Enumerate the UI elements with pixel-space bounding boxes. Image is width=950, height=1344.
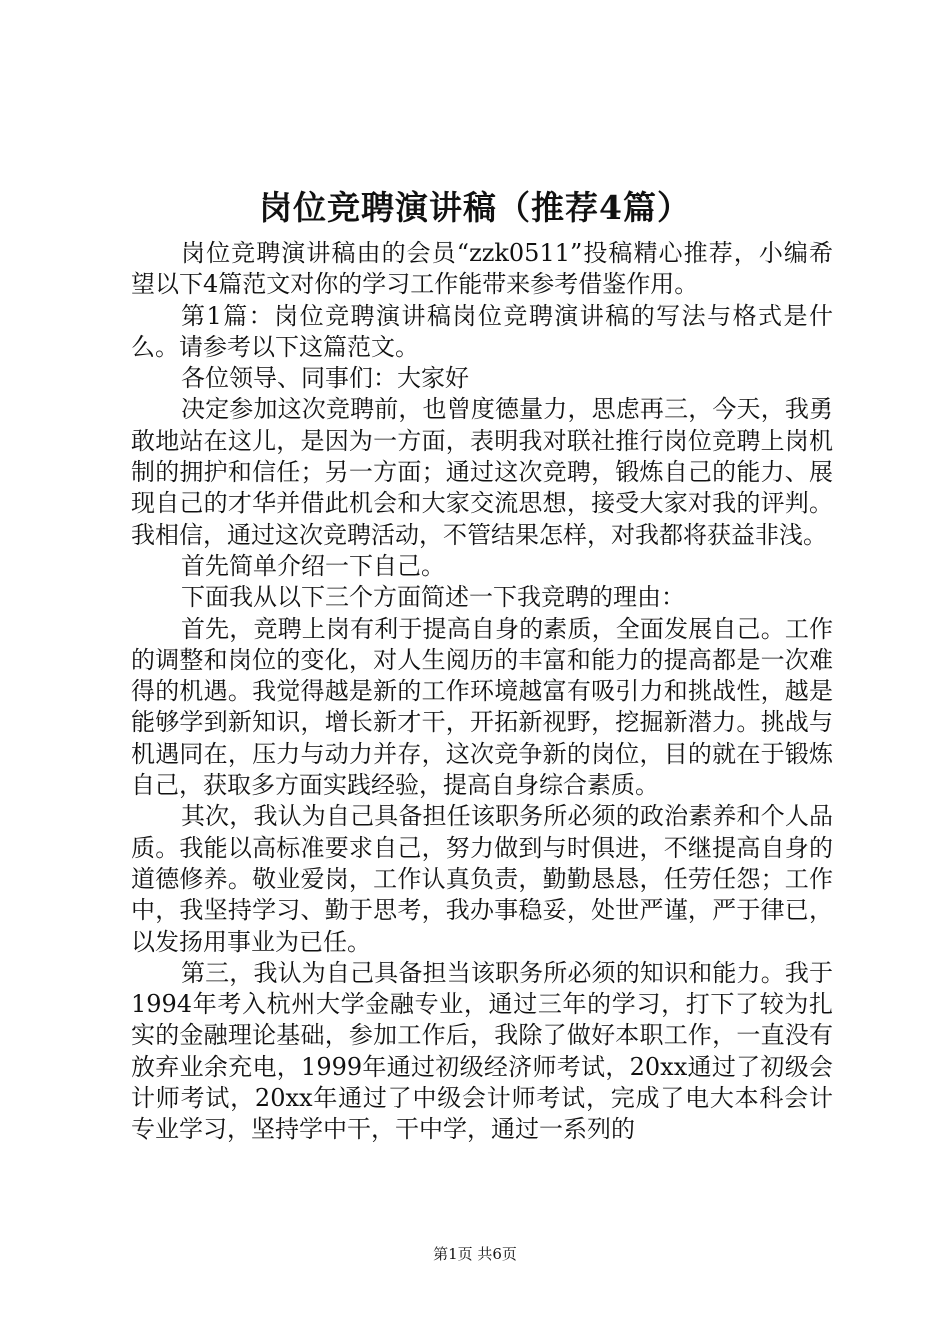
article-heading-paragraph: 第1篇：岗位竞聘演讲稿岗位竞聘演讲稿的写法与格式是什么。请参考以下这篇范文。 [131,301,833,361]
decision-paragraph: 决定参加这次竞聘前，也曾度德量力，思虑再三，今天，我勇敢地站在这儿，是因为一方面，表明我对联社推行岗位竞聘上岗机制的拥护和信任；另一方面；通过这次竞聘，锻炼自己的能力、展现自己的才华并借此机会和大家交流思想，接受大家对我的评判。我相信，通过这次竞聘活动，不管结果怎样，对我都将获益非浅。 [131,395,833,549]
self-intro-paragraph: 首先简单介绍一下自己。 [181,551,445,580]
document-title: 岗位竞聘演讲稿（推荐4篇） [259,188,691,227]
greeting-paragraph: 各位领导、同事们：大家好 [181,364,469,393]
reasons-intro-paragraph: 下面我从以下三个方面简述一下我竞聘的理由： [181,583,685,612]
intro-paragraph: 岗位竞聘演讲稿由的会员“zzk0511”投稿精心推荐，小编希望以下4篇范文对你的学习工作能带来参考借鉴作用。 [131,239,833,299]
page-number-footer: 第1页 共6页 [433,1245,517,1263]
second-reason-paragraph: 其次，我认为自己具备担任该职务所必须的政治素养和个人品质。我能以高标准要求自己，努力做到与时俱进，不继提高自身的道德修养。敬业爱岗，工作认真负责，勤勤恳恳，任劳任怨；工作中，我坚持学习、勤于思考，我办事稳妥，处世严谨，严于律已，以发扬用事业为已任。 [131,802,833,956]
first-reason-paragraph: 首先，竞聘上岗有利于提高自身的素质，全面发展自己。工作的调整和岗位的变化，对人生阅历的丰富和能力的提高都是一次难得的机遇。我觉得越是新的工作环境越富有吸引力和挑战性，越是能够学到新知识，增长新才干，开拓新视野，挖掘新潜力。挑战与机遇同在，压力与动力并存，这次竞争新的岗位，目的就在于锻炼自己，获取多方面实践经验，提高自身综合素质。 [131,614,833,800]
third-reason-paragraph: 第三，我认为自己具备担当该职务所必须的知识和能力。我于1994年考入杭州大学金融专业，通过三年的学习，打下了较为扎实的金融理论基础，参加工作后，我除了做好本职工作，一直没有放弃业余充电，1999年通过初级经济师考试，20xx通过了初级会计师考试，20xx年通过了中级会计师考试，完成了电大本科会计专业学习，坚持学中干，干中学，通过一系列的 [131,958,833,1144]
document-body [131,238,833,1146]
